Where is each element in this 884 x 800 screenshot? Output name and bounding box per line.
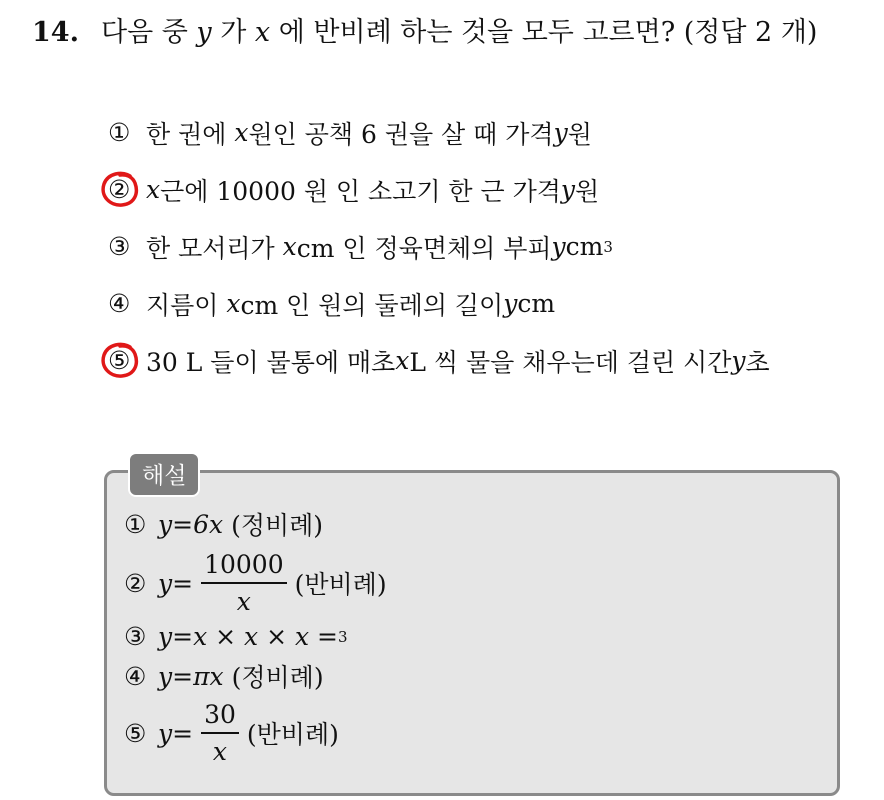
choice-var-y: y xyxy=(551,232,566,261)
solution-rhs: x × x × x = xyxy=(193,622,338,651)
fraction-numerator: 30 xyxy=(201,700,239,734)
fraction-denominator: x xyxy=(236,587,251,616)
choice-text-post: 원 xyxy=(567,119,592,149)
solution-eq: = xyxy=(172,509,194,539)
solution-eq: = xyxy=(172,661,194,691)
choice-var-x: x xyxy=(395,346,410,375)
solution-eq: = xyxy=(172,568,194,598)
choice-text-pre: 30 L 들이 물통에 매초 xyxy=(146,347,396,377)
choice-number: ④ xyxy=(108,289,131,318)
choice-3[interactable] xyxy=(108,218,770,275)
choice-text-mid: cm 인 원의 둘레의 길이 xyxy=(240,290,504,320)
question-text-3: 에 반비례 하는 것을 모두 고르면? (정답 2 개) xyxy=(270,17,818,48)
solution-line-2 xyxy=(124,550,387,616)
question-var-y: y xyxy=(196,17,212,48)
choice-text-mid: 원인 공책 6 권을 살 때 가격 xyxy=(248,119,554,149)
question-number: 14. xyxy=(32,17,79,48)
choice-text-pre: 한 모서리가 xyxy=(146,233,275,263)
choice-var-x: x xyxy=(146,175,161,204)
choice-text-mid: cm 인 정육면체의 부피 xyxy=(296,233,552,263)
choice-text-mid: L 씩 물을 채우는데 걸린 시간 xyxy=(409,347,732,377)
solution-number: ① xyxy=(124,509,147,539)
question-text-1: 다음 중 xyxy=(100,17,197,48)
solution-number: ⑤ xyxy=(124,718,147,748)
choice-var-x: x xyxy=(282,232,297,261)
choice-text-post: cm xyxy=(565,232,604,261)
solution-line-1 xyxy=(124,506,323,542)
choice-var-y: y xyxy=(560,175,576,204)
choice-var-y: y xyxy=(731,346,746,375)
explanation-tag: 해설 xyxy=(128,452,200,497)
choice-var-y: y xyxy=(503,289,518,318)
fraction-numerator: 10000 xyxy=(201,550,287,584)
choice-text-mid: 근에 10000 원 인 소고기 한 근 가격 xyxy=(160,176,561,206)
solution-line-3 xyxy=(124,622,348,651)
question-header xyxy=(32,10,817,49)
choice-number: ③ xyxy=(108,232,131,261)
choice-2[interactable] xyxy=(108,161,770,218)
choice-superscript: 3 xyxy=(603,237,613,256)
solution-line-5 xyxy=(124,700,339,766)
choice-var-y: y xyxy=(553,118,568,147)
solution-note: (반비례) xyxy=(294,570,387,599)
solution-lhs: y xyxy=(158,661,173,691)
solution-superscript: 3 xyxy=(337,627,348,646)
solution-rhs: 6x xyxy=(193,509,224,539)
solution-lhs: y xyxy=(158,622,173,651)
choice-var-x: x xyxy=(234,118,249,147)
solution-number: ② xyxy=(124,568,147,598)
solution-note: (반비례) xyxy=(246,720,339,749)
choice-var-x: x xyxy=(226,289,241,318)
fraction-denominator: x xyxy=(212,737,228,766)
choice-text-pre: 한 권에 xyxy=(146,119,227,149)
choice-4[interactable] xyxy=(108,275,770,332)
solution-fraction xyxy=(201,700,239,766)
choice-text-post: cm xyxy=(517,289,556,318)
choice-list xyxy=(108,104,770,389)
choice-text-pre: 지름이 xyxy=(146,290,219,320)
solution-eq: = xyxy=(172,718,194,748)
choice-text-post: 초 xyxy=(745,347,770,377)
choice-number: ① xyxy=(108,118,131,147)
choice-5[interactable] xyxy=(108,332,770,389)
question-text-2: 가 xyxy=(211,17,255,48)
choice-number: ⑤ xyxy=(108,346,131,375)
solution-lhs: y xyxy=(158,568,173,598)
solution-note: (정비례) xyxy=(231,663,324,692)
solution-lhs: y xyxy=(158,718,173,748)
choice-number: ② xyxy=(108,175,131,204)
selected-circle-icon xyxy=(100,170,140,208)
question-var-x: x xyxy=(254,17,271,48)
solution-number: ④ xyxy=(124,661,147,691)
solution-note: (정비례) xyxy=(231,511,324,540)
solution-line-4 xyxy=(124,658,324,694)
solution-fraction xyxy=(201,550,287,616)
solution-eq: = xyxy=(172,622,194,651)
solution-number: ③ xyxy=(124,622,147,651)
solution-rhs: πx xyxy=(193,661,224,691)
selected-circle-icon xyxy=(100,341,140,379)
choice-1[interactable] xyxy=(108,104,770,161)
solution-lhs: y xyxy=(158,509,173,539)
choice-text-post: 원 xyxy=(575,176,600,206)
